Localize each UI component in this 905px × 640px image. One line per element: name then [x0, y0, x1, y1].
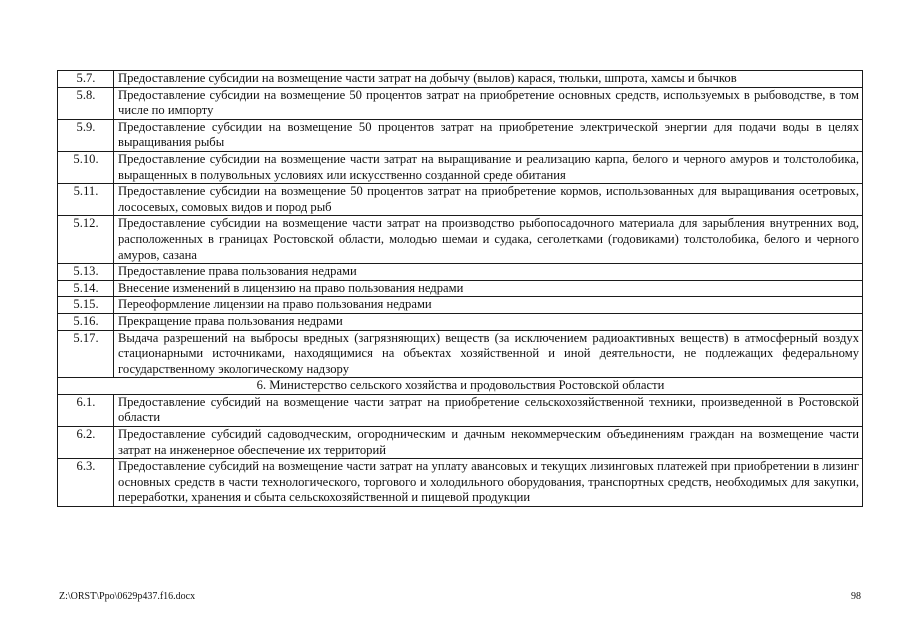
row-text: Внесение изменений в лицензию на право пользования недрами [114, 280, 863, 297]
table-row [58, 87, 863, 119]
row-text: Выдача разрешений на выбросы вредных (загрязняющих) веществ (за исключением радиоактивных веществ) в атмосферный воздух стационарными источниками, находящимися на объектах хозяйственной и иной деятельности, не подлежащих федеральному государственному экологическому надзору [114, 330, 863, 378]
row-text: Предоставление субсидии на возмещение 50 процентов затрат на приобретение кормов, использованных для выращивания осетровых, лососевых, сомовых видов и пород рыб [114, 184, 863, 216]
row-number: 5.12. [58, 216, 114, 264]
row-number: 6.2. [58, 427, 114, 459]
row-number: 6.1. [58, 394, 114, 426]
row-number: 5.15. [58, 297, 114, 314]
section-header-row [58, 378, 863, 395]
table-row [58, 330, 863, 378]
row-number: 5.14. [58, 280, 114, 297]
row-text: Предоставление субсидий на возмещение части затрат на уплату авансовых и текущих лизинговых платежей при приобретении в лизинг основных средств в части технологического, торгового и холодильного оборудования, транспортных средств, необходимых для закупки, переработки, хранения и сбыта сельскохозяйственной и пищевой продукции [114, 459, 863, 507]
row-number: 6.3. [58, 459, 114, 507]
table-row [58, 71, 863, 88]
table-row [58, 459, 863, 507]
row-text: Предоставление субсидии на возмещение части затрат на выращивание и реализацию карпа, белого и черного амуров и толстолобика, выращенных в полувольных условиях или искусственно созданной среде обитания [114, 151, 863, 183]
row-number: 5.16. [58, 313, 114, 330]
row-number: 5.10. [58, 151, 114, 183]
row-text: Предоставление субсидии на возмещение части затрат на добычу (вылов) карася, тюльки, шпрота, хамсы и бычков [114, 71, 863, 88]
row-number: 5.13. [58, 264, 114, 281]
row-number: 5.11. [58, 184, 114, 216]
footer-file-path: Z:\ORST\Ppo\0629p437.f16.docx [59, 591, 196, 602]
table-row [58, 297, 863, 314]
table-row [58, 216, 863, 264]
row-text: Предоставление субсидий садоводческим, огородническим и дачным некоммерческим объединениям граждан на возмещение части затрат на инженерное обеспечение их территорий [114, 427, 863, 459]
row-number: 5.8. [58, 87, 114, 119]
table-row [58, 264, 863, 281]
row-text: Предоставление субсидий на возмещение части затрат на приобретение сельскохозяйственной техники, произведенной в Ростовской области [114, 394, 863, 426]
row-number: 5.7. [58, 71, 114, 88]
row-number: 5.17. [58, 330, 114, 378]
page-number: 98 [851, 591, 861, 602]
table-row [58, 427, 863, 459]
table-row [58, 119, 863, 151]
row-text: Прекращение права пользования недрами [114, 313, 863, 330]
table-row [58, 394, 863, 426]
row-text: Предоставление права пользования недрами [114, 264, 863, 281]
services-table [57, 70, 863, 507]
row-text: Предоставление субсидии на возмещение части затрат на производство рыбопосадочного материала для зарыбления внутренних вод, расположенных в границах Ростовской области, молодью шемаи и судака, сеголетками (годовиками) толстолобика, белого и черного амуров, сазана [114, 216, 863, 264]
row-text: Предоставление субсидии на возмещение 50 процентов затрат на приобретение основных средств, используемых в рыбоводстве, в том числе по импорту [114, 87, 863, 119]
table-row [58, 280, 863, 297]
table-row [58, 184, 863, 216]
table-row [58, 313, 863, 330]
section-title: 6. Министерство сельского хозяйства и продовольствия Ростовской области [58, 378, 863, 395]
row-text: Предоставление субсидии на возмещение 50 процентов затрат на приобретение электрической энергии для подачи воды в целях выращивания рыбы [114, 119, 863, 151]
table-row [58, 151, 863, 183]
row-number: 5.9. [58, 119, 114, 151]
row-text: Переоформление лицензии на право пользования недрами [114, 297, 863, 314]
